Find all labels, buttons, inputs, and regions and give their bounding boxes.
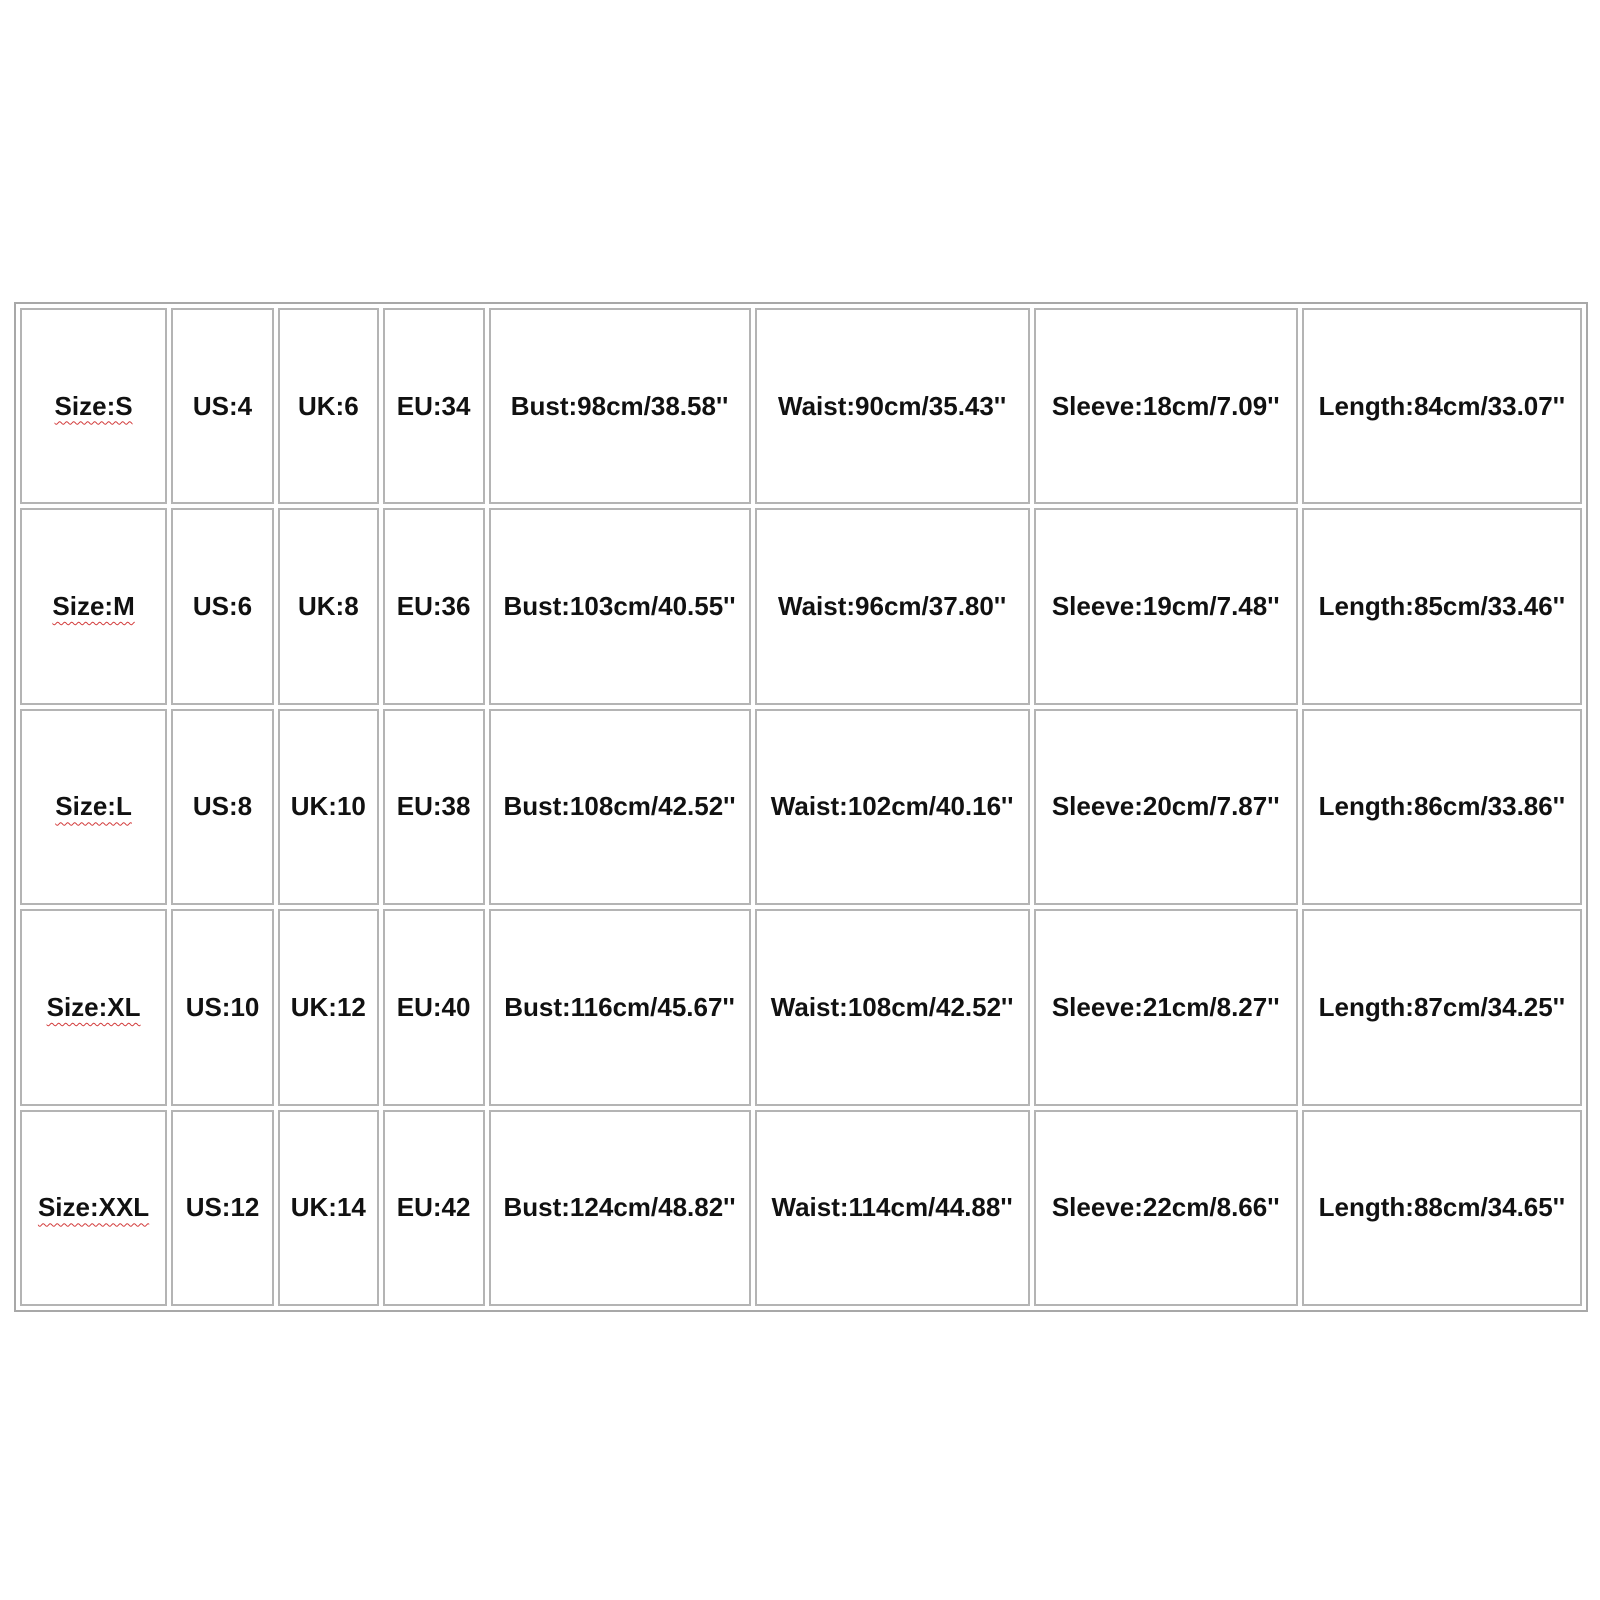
table-cell-bust [489, 508, 751, 704]
table-cell-size [20, 508, 167, 704]
table-cell-eu [383, 909, 485, 1105]
eu-value: EU:36 [396, 591, 471, 622]
table-cell-size [20, 709, 167, 905]
us-value: US:8 [192, 791, 253, 822]
table-cell-length [1302, 308, 1582, 504]
eu-value: EU:42 [396, 1192, 471, 1223]
table-row [20, 308, 1582, 504]
table-cell-bust [489, 909, 751, 1105]
length-value: Length:88cm/34.65'' [1318, 1192, 1566, 1223]
size-value: Size:XL [46, 991, 141, 1022]
eu-value: EU:40 [396, 991, 471, 1022]
uk-value: UK:8 [297, 591, 359, 622]
table-cell-waist [755, 909, 1030, 1105]
table-cell-sleeve [1034, 308, 1298, 504]
table-cell-length [1302, 709, 1582, 905]
us-value: US:4 [192, 390, 253, 421]
sleeve-value: Sleeve:20cm/7.87'' [1051, 791, 1280, 822]
uk-value: UK:12 [290, 991, 366, 1022]
waist-value: Waist:108cm/42.52'' [770, 991, 1014, 1022]
sleeve-value: Sleeve:19cm/7.48'' [1051, 591, 1280, 622]
table-row [20, 709, 1582, 905]
table-cell-bust [489, 1110, 751, 1306]
table-cell-size [20, 1110, 167, 1306]
bust-value: Bust:103cm/40.55'' [503, 591, 736, 622]
table-cell-eu [383, 308, 485, 504]
waist-value: Waist:102cm/40.16'' [770, 791, 1014, 822]
table-cell-us [171, 308, 274, 504]
table-cell-uk [278, 909, 379, 1105]
sleeve-value: Sleeve:22cm/8.66'' [1051, 1192, 1280, 1223]
sleeve-value: Sleeve:18cm/7.09'' [1051, 390, 1280, 421]
bust-value: Bust:124cm/48.82'' [503, 1192, 736, 1223]
table-cell-uk [278, 1110, 379, 1306]
us-value: US:6 [192, 591, 253, 622]
uk-value: UK:6 [297, 390, 359, 421]
bust-value: Bust:116cm/45.67'' [504, 991, 735, 1022]
table-cell-us [171, 709, 274, 905]
table-cell-length [1302, 508, 1582, 704]
table-cell-uk [278, 709, 379, 905]
us-value: US:12 [185, 1192, 260, 1223]
size-chart-body [20, 308, 1582, 1306]
uk-value: UK:10 [290, 791, 366, 822]
table-cell-bust [489, 709, 751, 905]
length-value: Length:84cm/33.07'' [1318, 390, 1566, 421]
eu-value: EU:38 [396, 791, 471, 822]
waist-value: Waist:96cm/37.80'' [778, 591, 1007, 622]
length-value: Length:85cm/33.46'' [1318, 591, 1566, 622]
uk-value: UK:14 [290, 1192, 366, 1223]
table-cell-eu [383, 508, 485, 704]
table-cell-length [1302, 909, 1582, 1105]
table-cell-uk [278, 308, 379, 504]
table-cell-length [1302, 1110, 1582, 1306]
size-value: Size:S [54, 390, 133, 421]
table-cell-us [171, 909, 274, 1105]
table-cell-sleeve [1034, 709, 1298, 905]
bust-value: Bust:98cm/38.58'' [510, 390, 729, 421]
table-cell-eu [383, 709, 485, 905]
size-value: Size:L [55, 791, 132, 822]
size-value: Size:XXL [37, 1192, 150, 1223]
table-cell-us [171, 508, 274, 704]
table-cell-size [20, 909, 167, 1105]
sleeve-value: Sleeve:21cm/8.27'' [1051, 991, 1280, 1022]
table-cell-us [171, 1110, 274, 1306]
table-cell-waist [755, 508, 1030, 704]
table-cell-sleeve [1034, 1110, 1298, 1306]
waist-value: Waist:90cm/35.43'' [778, 390, 1007, 421]
table-cell-sleeve [1034, 508, 1298, 704]
table-cell-uk [278, 508, 379, 704]
table-row [20, 508, 1582, 704]
size-value: Size:M [52, 591, 135, 622]
table-row [20, 909, 1582, 1105]
waist-value: Waist:114cm/44.88'' [771, 1192, 1013, 1223]
length-value: Length:86cm/33.86'' [1318, 791, 1566, 822]
us-value: US:10 [185, 991, 260, 1022]
table-cell-bust [489, 308, 751, 504]
size-chart-table [14, 302, 1588, 1312]
table-cell-waist [755, 1110, 1030, 1306]
table-cell-waist [755, 308, 1030, 504]
length-value: Length:87cm/34.25'' [1318, 991, 1566, 1022]
table-cell-eu [383, 1110, 485, 1306]
table-row [20, 1110, 1582, 1306]
table-cell-size [20, 308, 167, 504]
table-cell-sleeve [1034, 909, 1298, 1105]
bust-value: Bust:108cm/42.52'' [503, 791, 736, 822]
table-cell-waist [755, 709, 1030, 905]
eu-value: EU:34 [396, 390, 471, 421]
